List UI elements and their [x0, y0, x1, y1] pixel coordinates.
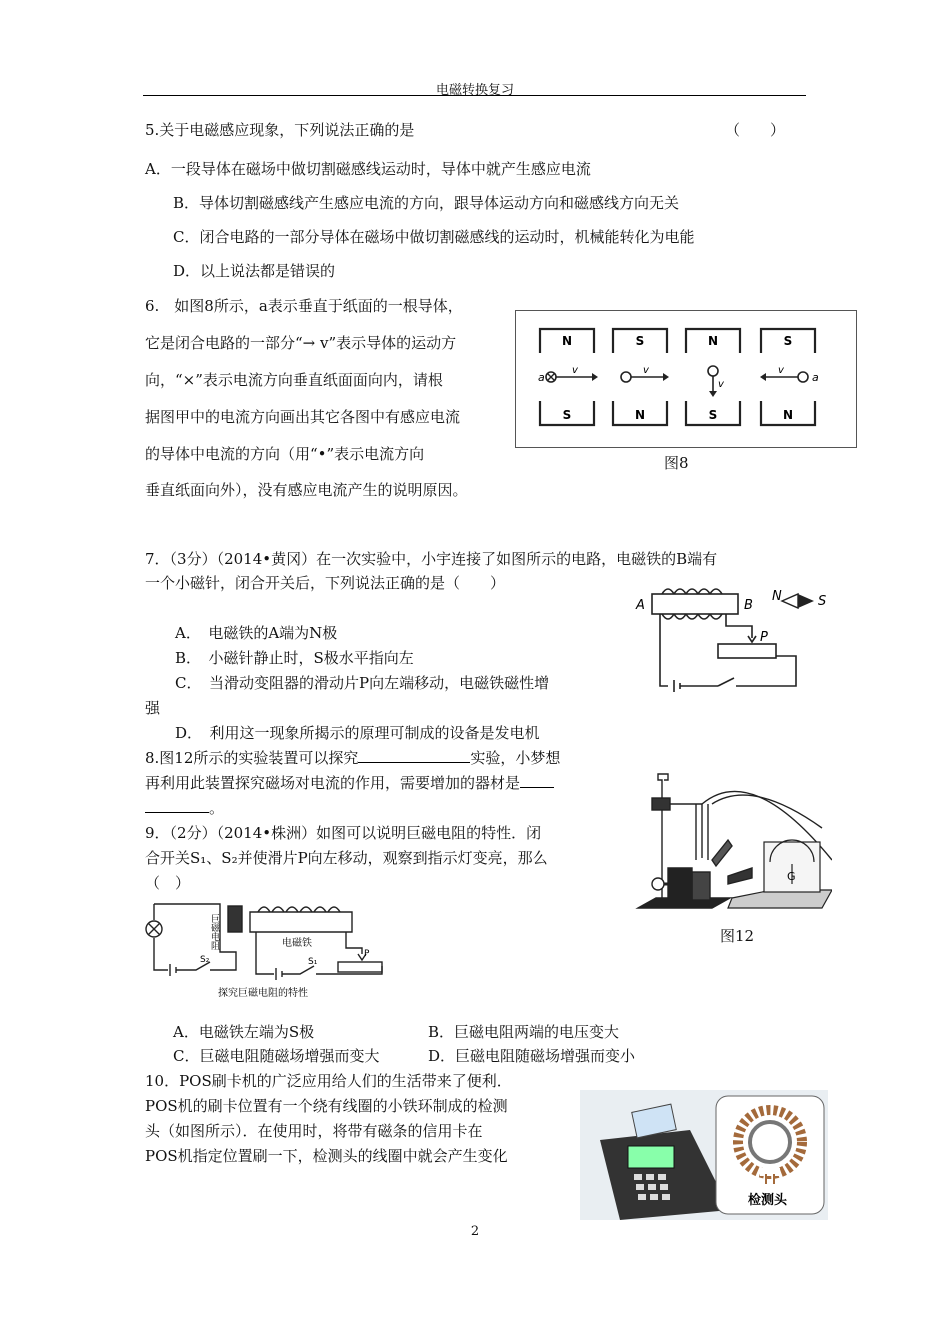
q7-circuit-figure: [630, 586, 840, 696]
q7-label-a: A: [636, 598, 645, 613]
q6-line-2: 它是闭合电路的一部分“→ v”表示导体的运动方: [145, 334, 457, 352]
fig8-conductor-4: [798, 372, 808, 382]
q7-option-b: B． 小磁针静止时，S极水平指向左: [175, 649, 414, 667]
q8-line-1-end: 实验，小梦想: [470, 749, 561, 767]
fig8-bottom-label-2: N: [634, 408, 646, 422]
q9-line-1: 9．（2分）（2014•株洲）如图可以说明巨磁电阻的特性．闭: [145, 824, 542, 842]
q9-option-c: C．巨磁电阻随磁场增强而变大: [173, 1047, 380, 1065]
q5-option-d: D．以上说法都是错误的: [173, 262, 336, 280]
q7-stem-line-2: 一个小磁针，闭合开关后，下列说法正确的是（ ）: [145, 574, 506, 592]
fig8-bottom-label-4: N: [782, 408, 794, 422]
q8-line-2-text: 再利用此装置探究磁场对电流的作用，需要增加的器材是: [145, 774, 521, 792]
q5-option-c: C．闭合电路的一部分导体在磁场中做切割磁感线的运动时，机械能转化为电能: [173, 228, 695, 246]
fig8-top-label-4: S: [783, 334, 793, 348]
q10-line-2: POS机的刷卡位置有一个绕有线圈的小铁环制成的检测: [145, 1097, 508, 1115]
fig8-conductor-2: [621, 372, 631, 382]
fig8-v-label-3: v: [718, 379, 724, 390]
q8-blank-2b: [145, 812, 209, 813]
fig8-conductor-3: [708, 366, 718, 376]
q9-option-d: D．巨磁电阻随磁场增强而变小: [428, 1047, 636, 1065]
q9-s2-label: S₂: [200, 955, 210, 965]
q8-line-1-start: 8.图12所示的实验装置可以探究: [145, 749, 359, 767]
q9-option-a: A．电磁铁左端为S极: [173, 1023, 315, 1041]
q7-option-a: A． 电磁铁的A端为N极: [175, 624, 338, 642]
q7-compass-needle-s: [798, 594, 814, 608]
q6-line-3: 向，“×”表示电流方向垂直纸面面向内，请根: [145, 371, 443, 389]
q7-stem-line-1: 7．（3分）（2014•黄冈）在一次实验中，小宇连接了如图所示的电路，电磁铁的B端有: [145, 550, 718, 568]
q9-gmr-resistor: [228, 906, 242, 932]
header-rule: [143, 95, 806, 96]
fig8-v-label-1: v: [572, 365, 578, 376]
q8-line-1: [145, 748, 560, 768]
q7-label-b: B: [744, 598, 753, 613]
q9-figure-caption: 探究巨磁电阻的特性: [218, 988, 308, 999]
q6-line-6: 垂直纸面向外），没有感应电流产生的说明原因。: [145, 481, 468, 499]
q9-s1-label: S₁: [308, 957, 318, 967]
page-number: 2: [470, 1224, 480, 1239]
figure-12-apparatus: [632, 768, 832, 918]
q8-blank-1: [358, 762, 470, 763]
q10-pos-figure: [580, 1090, 828, 1220]
q5-stem: 5.关于电磁感应现象，下列说法正确的是: [145, 121, 415, 139]
q9-line-3: （ ）: [145, 874, 191, 892]
q6-line-4: 据图甲中的电流方向画出其它各图中有感应电流: [145, 408, 461, 426]
q5-answer-bracket: （ ）: [725, 121, 786, 139]
q9-electromagnet-label: 电磁铁: [282, 938, 312, 949]
fig8-top-label-2: S: [635, 334, 645, 348]
fig8-v-label-4: v: [778, 365, 784, 376]
q9-gmr-circuit-figure: [140, 892, 390, 1004]
q7-label-p: P: [760, 630, 768, 645]
fig8-v-label-2: v: [643, 365, 649, 376]
q9-gmr-label: 巨磁电阻: [209, 914, 219, 950]
q9-line-2: 合开关S₁、S₂并使滑片P向左移动，观察到指示灯变亮，那么: [145, 849, 548, 867]
fig8-bottom-label-1: S: [562, 408, 572, 422]
q10-line-3: 头（如图所示）．在使用时，将带有磁条的信用卡在: [145, 1122, 483, 1140]
q8-line-2: [145, 773, 554, 793]
q10-line-1: 10．POS刷卡机的广泛应用给人们的生活带来了便利．: [145, 1072, 512, 1090]
fig8-conductor-label-1: a: [538, 371, 545, 384]
q7-option-c: C． 当滑动变阻器的滑动片P向左端移动，电磁铁磁性增: [175, 674, 550, 692]
fig8-bottom-label-3: S: [708, 408, 718, 422]
q9-p-label: P: [364, 949, 370, 959]
q8-blank-2a: [520, 787, 554, 788]
q7-electromagnet: [652, 594, 738, 614]
q10-detection-head-label: 检测头: [748, 1193, 788, 1208]
figure-8-diagram: [516, 311, 856, 447]
figure-8-caption: 图8: [664, 454, 689, 472]
figure-12-caption: 图12: [720, 927, 755, 945]
q8-line-3-end: 。: [209, 799, 225, 817]
q5-option-a: A．一段导体在磁场中做切割磁感线运动时，导体中就产生感应电流: [145, 160, 591, 178]
q6-line-1: 6. 如图8所示，a表示垂直于纸面的一根导体，: [145, 297, 463, 315]
q7-option-c-cont: 强: [145, 699, 161, 717]
page-header-title: 电磁转换复习: [435, 83, 514, 98]
q7-option-d: D． 利用这一现象所揭示的原理可制成的设备是发电机: [175, 724, 540, 742]
fig8-top-label-1: N: [561, 334, 573, 348]
figure-12-meter-label: G: [787, 870, 796, 883]
q5-option-b: B．导体切割磁感线产生感应电流的方向，跟导体运动方向和磁感线方向无关: [173, 194, 680, 212]
q10-line-4: POS机指定位置刷一下，检测头的线圈中就会产生变化: [145, 1147, 508, 1165]
q8-line-3: [145, 798, 224, 818]
q6-line-5: 的导体中电流的方向（用“•”表示电流方向: [145, 445, 425, 463]
q7-rheostat: [718, 644, 776, 658]
q9-rheostat: [338, 962, 382, 972]
q7-label-s: S: [818, 594, 827, 609]
q9-option-b: B．巨磁电阻两端的电压变大: [428, 1023, 620, 1041]
q7-label-n: N: [772, 589, 782, 604]
fig8-conductor-label-4: a: [812, 371, 819, 384]
q9-electromagnet: [250, 912, 352, 932]
fig8-top-label-3: N: [707, 334, 719, 348]
figure-8-box: [515, 310, 857, 448]
q7-compass-needle-n: [782, 594, 798, 608]
